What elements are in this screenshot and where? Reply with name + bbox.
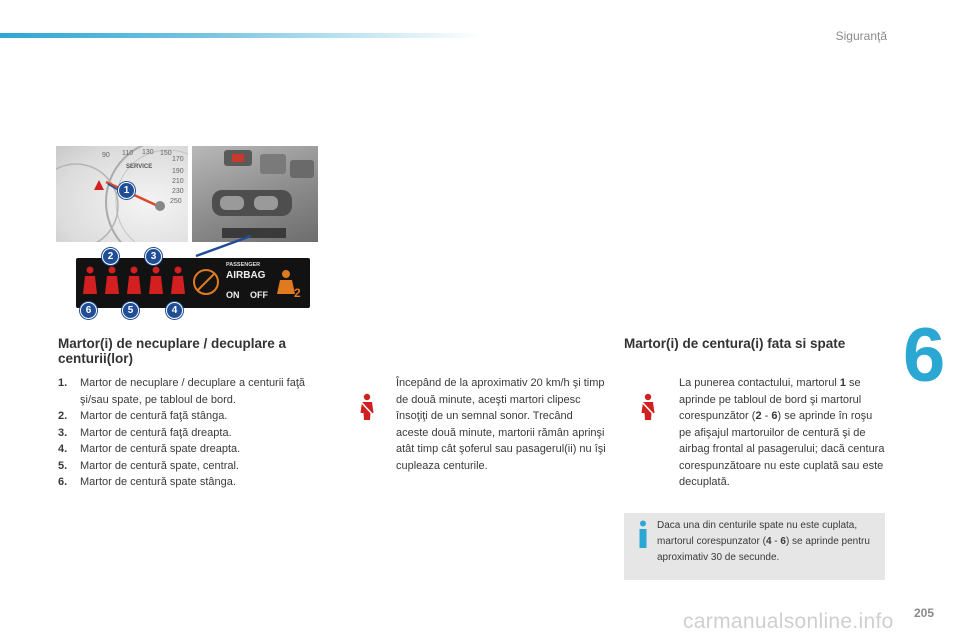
- passenger-label: PASSENGER: [226, 262, 261, 268]
- right-section-title: Martor(i) de centura(i) fata si spate: [624, 336, 846, 351]
- gauge-label: 230: [172, 188, 184, 195]
- left-section-title: Martor(i) de necuplare / decuplare a centurii(lor): [58, 336, 287, 366]
- seatbelt-airbag-indicator-panel: [76, 258, 310, 308]
- list-item: 3. Martor de centură faţă dreapta.: [58, 426, 232, 439]
- seatbelt-warning-illustration: [56, 146, 318, 322]
- airbag-off-label: OFF: [250, 290, 268, 300]
- gauge-label: 90: [102, 152, 110, 159]
- seatbelt-warning-icon: [355, 393, 379, 421]
- seatbelt-indicators-icon: [76, 258, 310, 308]
- list-item: 6. Martor de centură spate stânga.: [58, 476, 236, 488]
- info-box: [624, 513, 885, 580]
- gauge-label: 170: [172, 156, 184, 163]
- gauge-label: 210: [172, 178, 184, 185]
- list-item: 1. Martor de necuplare / decuplare a centurii faţă şi/sau spate, pe tabloul de bord.: [58, 377, 306, 406]
- gauge-label: SERVICE: [126, 164, 153, 170]
- gauge-label: 250: [170, 198, 182, 205]
- page-number: 205: [914, 606, 935, 620]
- airbag-on-label: ON: [226, 290, 240, 300]
- gauge-label: 190: [172, 168, 184, 175]
- callout-badge: 2: [102, 248, 119, 265]
- info-text: Daca una din centurile spate nu este cuplata, martorul corespunzator (4 - 6) se aprinde pentru aproximativ 30 de secunde.: [657, 520, 870, 563]
- airbag-label: AIRBAG: [226, 270, 266, 281]
- callout-badge: 3: [145, 248, 162, 265]
- callout-badge: 1: [118, 182, 135, 199]
- list-item: 4. Martor de centură spate dreapta.: [58, 443, 241, 455]
- chapter-number: 6: [903, 313, 946, 398]
- list-item: 2. Martor de centură faţă stânga.: [58, 410, 228, 422]
- header-accent-bar: [0, 33, 480, 38]
- seatbelt-warning-icon: [636, 393, 660, 421]
- blinking-warning-text: Începând de la aproximativ 20 km/h şi timp de două minute, aceşti martori clipesc însoţiţi de un semnal sonor. Trecând aceste două minute, martorii rămân aprinşi atât timp cât şoferul sau pasagerul(ii) nu îşi cupleaza centurile.: [396, 377, 606, 472]
- gauge-label: 150: [160, 150, 172, 157]
- section-header: Siguranţă: [835, 29, 887, 43]
- callout-badge: 5: [122, 302, 139, 319]
- seat-number-label: 2: [294, 286, 301, 300]
- list-item: 5. Martor de centură spate, central.: [58, 459, 239, 472]
- ignition-warning-text: La punerea contactului, martorul 1 se aprinde pe tabloul de bord şi martorul corespunzător (2 - 6) se aprinde în roşu pe afişajul martoruilor de centură şi de airbag frontal al pasagerului; dacă centura corespunzătoare nu este cuplată sau este decuplată.: [679, 377, 885, 488]
- callout-badge: 4: [166, 302, 183, 319]
- warning-legend-list: [58, 375, 320, 491]
- watermark: carmanualsonline.info: [683, 610, 894, 633]
- gauge-label: 130: [142, 149, 154, 156]
- info-icon: [638, 520, 648, 548]
- callout-badge: 6: [80, 302, 97, 319]
- gauge-label: 110: [122, 150, 134, 157]
